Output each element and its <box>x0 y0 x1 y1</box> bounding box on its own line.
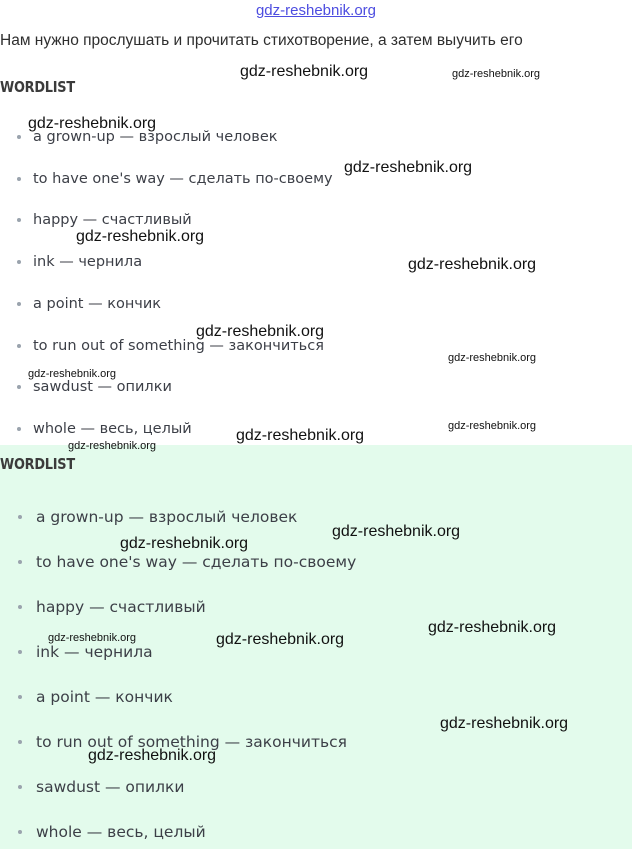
list-item-text: ink — чернила <box>36 643 153 661</box>
list-item <box>36 776 184 798</box>
bullet-icon <box>18 740 22 744</box>
list-item-text: a point — кончик <box>33 296 162 312</box>
list-item <box>33 210 192 230</box>
watermark: gdz-reshebnik.org <box>408 256 537 273</box>
list-item-text: happy — счастливый <box>33 212 192 228</box>
bullet-icon <box>17 427 21 431</box>
list-item-text: to have one's way — сделать по-своему <box>33 171 333 187</box>
watermark: gdz-reshebnik.org <box>88 747 217 764</box>
watermark: gdz-reshebnik.org <box>448 420 537 432</box>
bullet-icon <box>17 260 21 264</box>
list-item <box>33 336 324 356</box>
watermark: gdz-reshebnik.org <box>448 352 537 364</box>
watermark: gdz-reshebnik.org <box>28 368 117 380</box>
watermark: gdz-reshebnik.org <box>240 63 369 80</box>
list-item <box>33 377 172 397</box>
list-item <box>36 551 356 573</box>
bullet-icon <box>18 605 22 609</box>
bullet-icon <box>17 385 21 389</box>
list-item <box>33 252 142 272</box>
list-item-text: sawdust — опилки <box>33 379 172 395</box>
list-item <box>36 596 206 618</box>
list-item-text: a grown-up — взрослый человек <box>33 129 278 145</box>
list-item-text: to run out of something — закончиться <box>36 733 347 751</box>
watermark: gdz-reshebnik.org <box>28 115 157 132</box>
list-item <box>36 641 153 663</box>
bullet-icon <box>17 218 21 222</box>
wordlist-heading: WORDLIST <box>0 78 75 96</box>
site-header <box>0 0 632 26</box>
wordlist-section-top <box>0 68 632 445</box>
watermark: gdz-reshebnik.org <box>332 523 461 540</box>
bullet-icon <box>18 785 22 789</box>
list-item <box>33 169 333 189</box>
watermark: gdz-reshebnik.org <box>344 159 473 176</box>
list-item-text: whole — весь, целый <box>36 823 206 841</box>
list-item-text: a point — кончик <box>36 688 173 706</box>
bullet-icon <box>18 515 22 519</box>
list-item-text: to have one's way — сделать по-своему <box>36 553 357 571</box>
watermark: gdz-reshebnik.org <box>196 323 325 340</box>
wordlist-section-bottom <box>0 445 632 849</box>
site-header-link[interactable]: gdz-reshebnik.org <box>255 2 377 19</box>
bullet-icon <box>17 177 21 181</box>
watermark: gdz-reshebnik.org <box>440 715 569 732</box>
bullet-icon <box>17 302 21 306</box>
bullet-icon <box>17 344 21 348</box>
intro-text: Нам нужно прослушать и прочитать стихотворение, а затем выучить его <box>0 32 523 49</box>
watermark: gdz-reshebnik.org <box>236 427 365 444</box>
watermark: gdz-reshebnik.org <box>68 440 157 452</box>
bullet-icon <box>18 650 22 654</box>
list-item-text: a grown-up — взрослый человек <box>36 508 298 526</box>
list-item <box>36 731 347 753</box>
bullet-icon <box>18 830 22 834</box>
watermark: gdz-reshebnik.org <box>428 619 557 636</box>
bullet-icon <box>18 695 22 699</box>
wordlist-heading: WORDLIST <box>0 455 75 473</box>
list-item <box>33 127 278 147</box>
watermark: gdz-reshebnik.org <box>48 632 137 644</box>
watermark: gdz-reshebnik.org <box>452 68 541 80</box>
list-item-text: sawdust — опилки <box>36 778 185 796</box>
list-item <box>36 506 297 528</box>
watermark: gdz-reshebnik.org <box>120 535 249 552</box>
list-item-text: whole — весь, целый <box>33 421 192 437</box>
list-item-text: happy — счастливый <box>36 598 206 616</box>
list-item-text: ink — чернила <box>33 254 143 270</box>
bullet-icon <box>17 135 21 139</box>
list-item <box>36 821 206 843</box>
list-item-text: to run out of something — закончиться <box>33 338 324 354</box>
bullet-icon <box>18 560 22 564</box>
list-item <box>33 294 161 314</box>
watermark: gdz-reshebnik.org <box>76 228 205 245</box>
list-item <box>33 419 192 439</box>
watermark: gdz-reshebnik.org <box>216 631 345 648</box>
list-item <box>36 686 173 708</box>
